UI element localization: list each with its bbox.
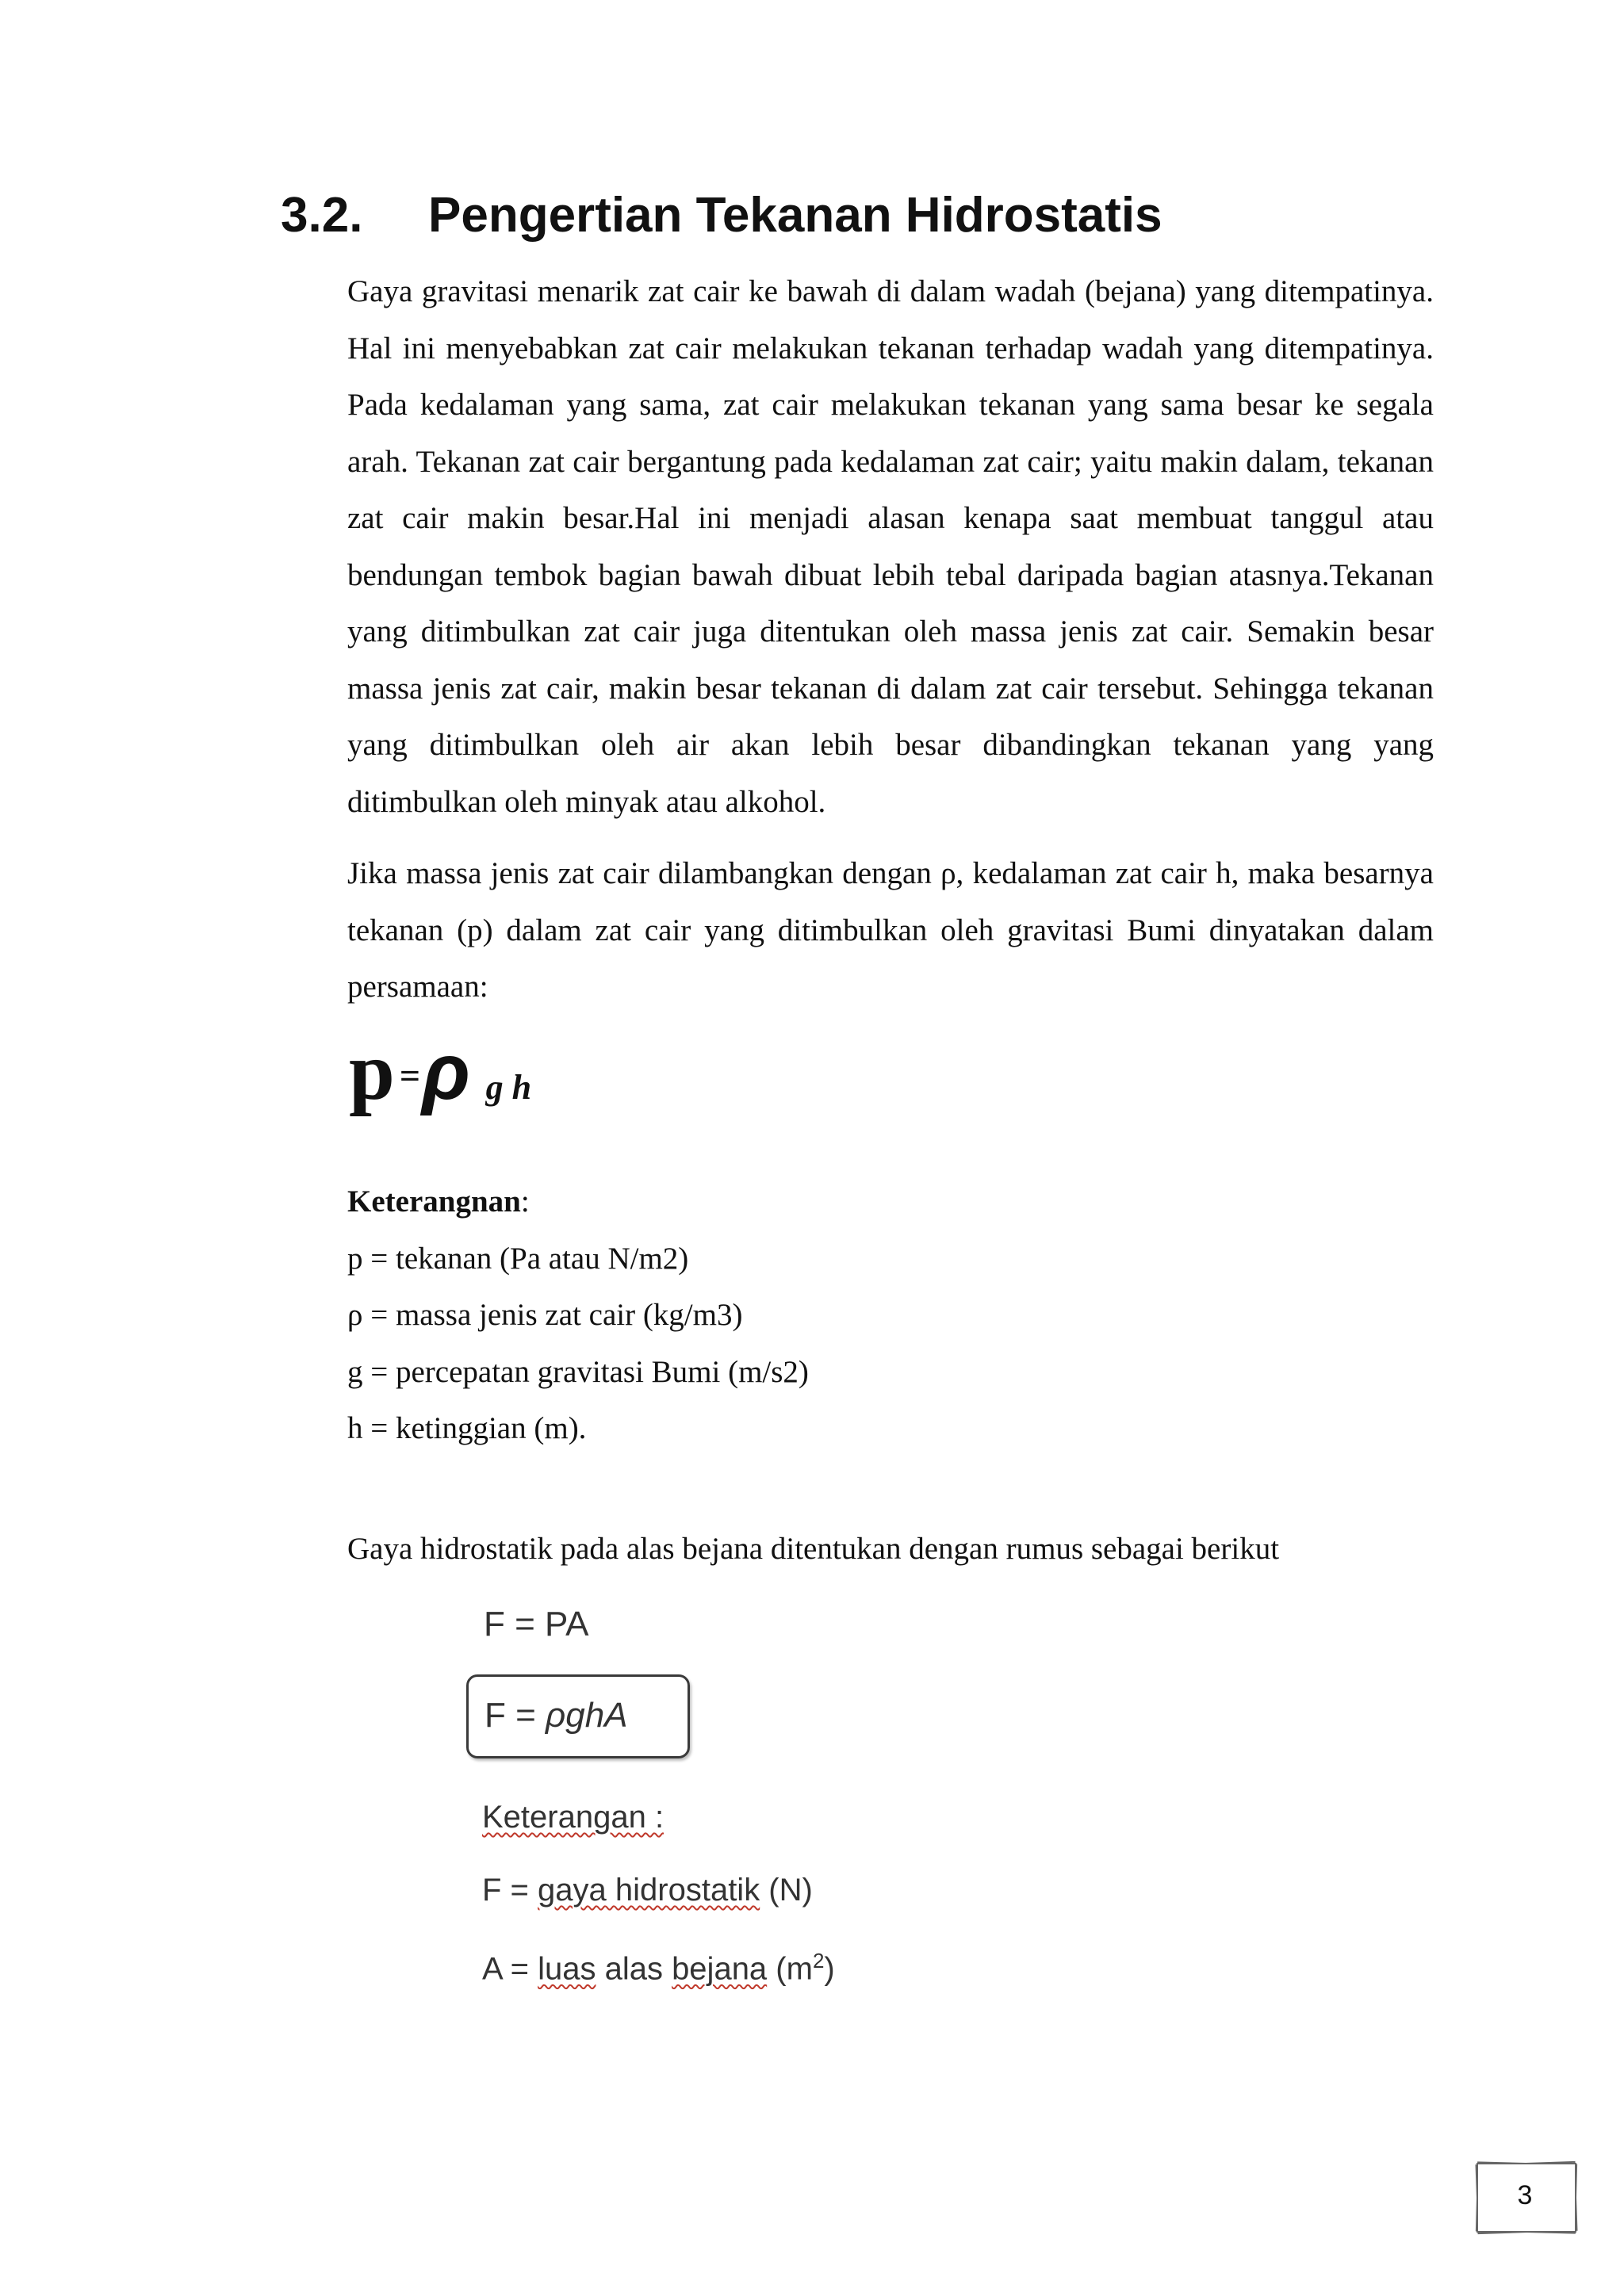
force-formula-prefix: F = [485, 1696, 546, 1735]
section-number: 3.2. [281, 188, 363, 243]
legend-heading-line [347, 1173, 809, 1230]
legend-force-prefix: F = [482, 1873, 538, 1908]
legend-item-h: h = ketinggian (m). [347, 1411, 587, 1445]
legend-force-unit: (N) [760, 1873, 813, 1908]
force-formula-image [466, 1586, 880, 2030]
force-formula-pa: F = PA [484, 1605, 589, 1644]
section-title: Pengertian Tekanan Hidrostatis [428, 188, 1162, 243]
legend-area-unit: (m [767, 1951, 813, 1987]
formula-gh: g h [485, 1068, 532, 1107]
formula-rho: ρ [422, 1027, 470, 1116]
legend-item-p: p = tekanan (Pa atau N/m2) [347, 1241, 689, 1276]
legend-force-name: gaya hidrostatik [538, 1873, 760, 1908]
force-formula-rhogha-italic: ρghA [546, 1696, 628, 1735]
force-intro-sentence: Gaya hidrostatik pada alas bejana ditentukan dengan rumus sebagai berikut [347, 1532, 1280, 1566]
legend-item-rho: ρ = massa jenis zat cair (kg/m3) [347, 1298, 743, 1332]
paragraph-equation-intro [347, 845, 1434, 1016]
formula-legend [347, 1173, 809, 1457]
keterangan-text: Keterangan : [482, 1800, 665, 1835]
page-number: 3 [1517, 2180, 1533, 2210]
paragraph-text: Gaya gravitasi menarik zat cair ke bawah di dalam wadah (bejana) yang ditempatinya. Hal ini menyebabkan zat cair melakukan tekanan terhadap wadah yang ditempatinya. Pada kedalaman yang sama, zat cair melakukan tekanan yang sama besar ke segala arah. Tekanan zat cair bergantung pada kedalaman zat cair; yaitu makin dalam, tekanan zat cair makin besar.Hal ini menjadi alasan kenapa saat membuat tanggul atau bendungan tembok bagian bawah dibuat lebih tebal daripada bagian atasnya.Tekanan yang ditimbulkan zat cair juga ditentukan oleh massa jenis zat cair. Semakin besar massa jenis zat cair, makin besar tekanan di dalam zat cair tersebut. Sehingga tekanan yang ditimbulkan oleh air akan lebih besar dibandingkan tekanan yang yang ditimbulkan oleh minyak atau alkohol. [347, 274, 1434, 819]
legend-area-mid: alas [596, 1951, 672, 1987]
image-legend-force [482, 1873, 813, 1908]
page-number-badge [1473, 2158, 1576, 2233]
paragraph-hydrostatic-definition [347, 263, 1434, 830]
legend-area-prefix: A = [482, 1951, 538, 1987]
legend-item-g: g = percepatan gravitasi Bumi (m/s2) [347, 1354, 809, 1389]
formula-p: p [349, 1026, 395, 1117]
pressure-formula [349, 1024, 531, 1135]
image-keterangan-heading [482, 1800, 664, 1835]
formula-equals: = [399, 1055, 421, 1096]
image-legend-area [482, 1949, 835, 1987]
force-formula-box [466, 1674, 690, 1758]
legend-area-sup: 2 [812, 1949, 825, 1973]
legend-area-close: ) [824, 1951, 835, 1987]
legend-area-word2: bejana [672, 1951, 768, 1987]
force-formula-rhogha [485, 1696, 628, 1735]
legend-colon: : [520, 1184, 530, 1219]
legend-area-word1: luas [538, 1951, 596, 1987]
paragraph-text: Jika massa jenis zat cair dilambangkan dengan ρ, kedalaman zat cair h, maka besarnya tekanan (p) dalam zat cair yang ditimbulkan oleh gravitasi Bumi dinyatakan dalam persamaan: [347, 856, 1434, 1004]
legend-heading: Keterangnan [347, 1184, 521, 1219]
